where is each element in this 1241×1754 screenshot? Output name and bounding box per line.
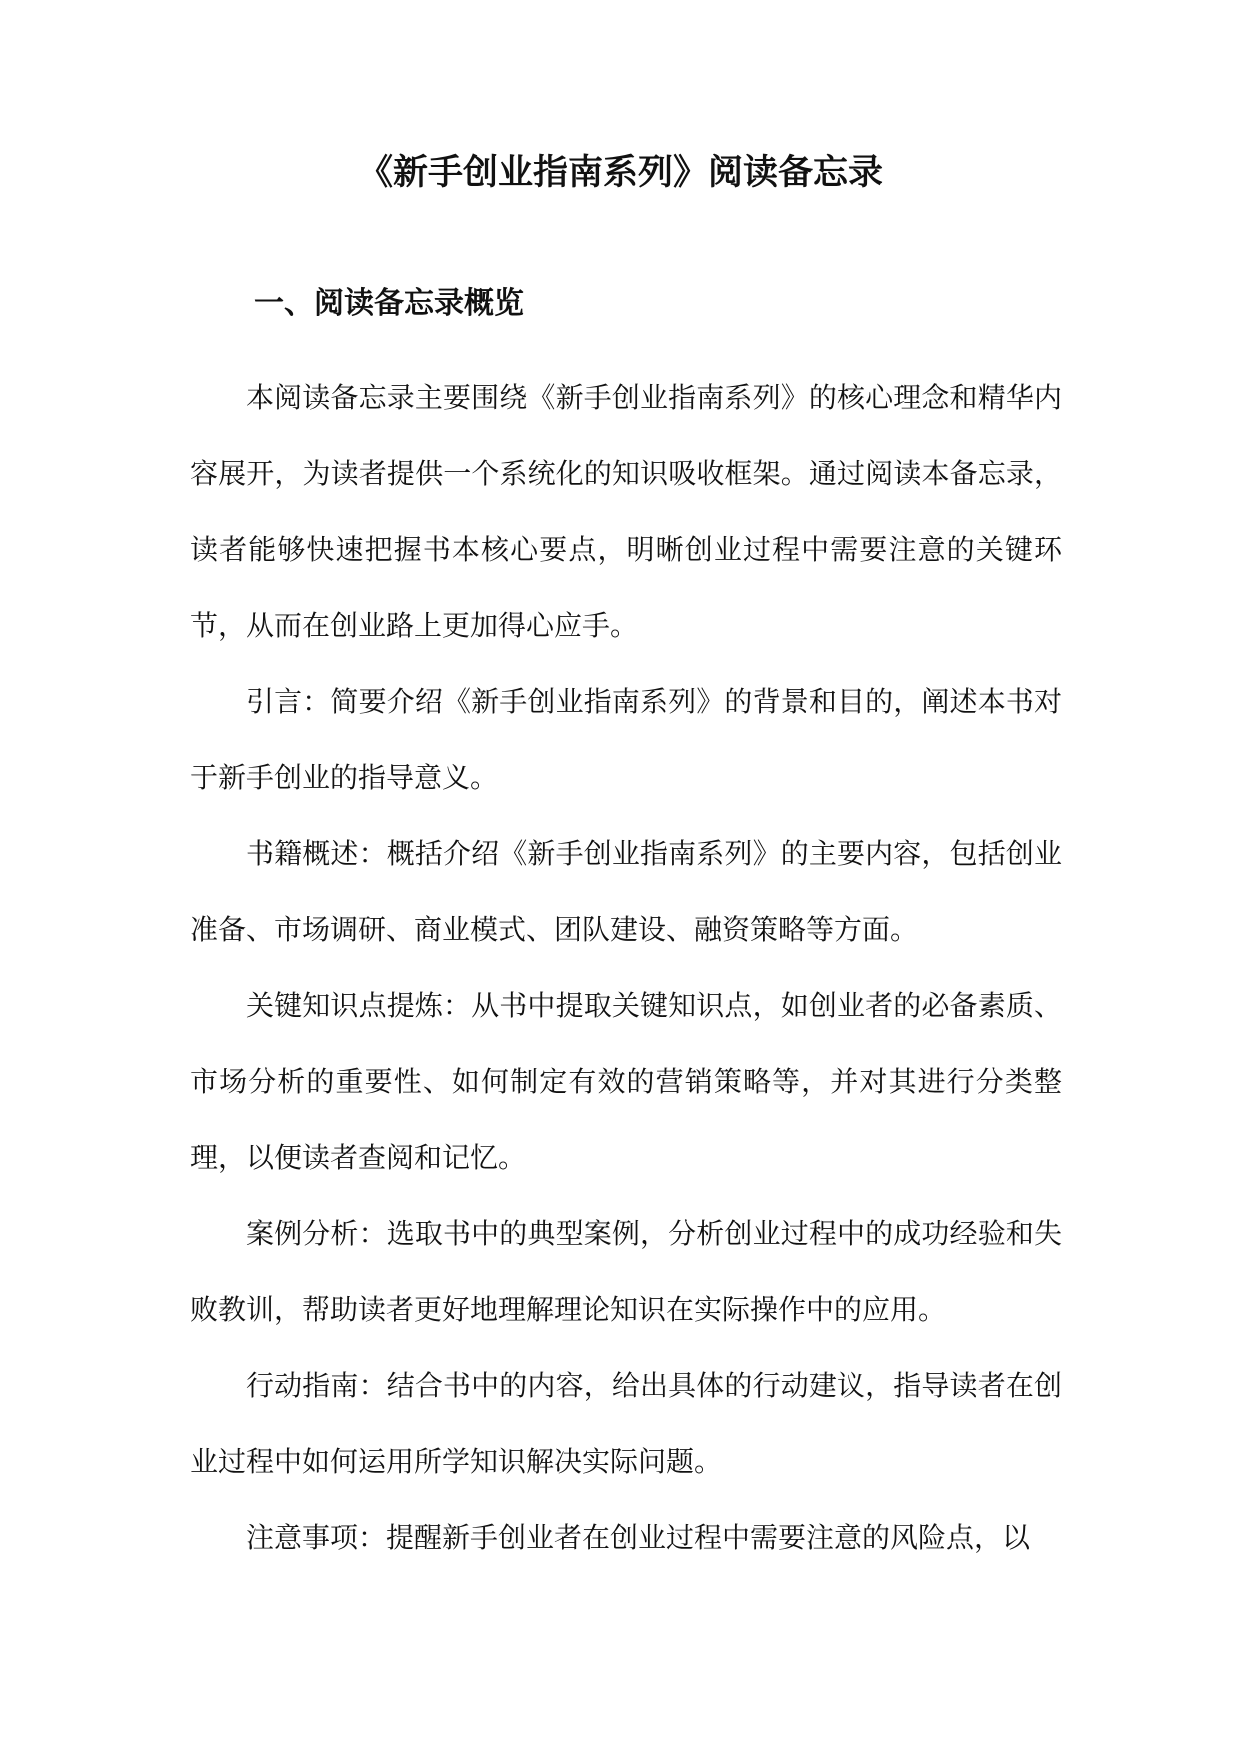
paragraph-action-guide: 行动指南：结合书中的内容，给出具体的行动建议，指导读者在创业过程中如何运用所学知识解决实际问题。: [190, 1369, 1062, 1478]
paragraph-key-points: 关键知识点提炼：从书中提取关键知识点，如创业者的必备素质、市场分析的重要性、如何制定有效的营销策略等，并对其进行分类整理，以便读者查阅和记忆。: [190, 989, 1062, 1174]
paragraph-case-analysis: 案例分析：选取书中的典型案例，分析创业过程中的成功经验和失败教训，帮助读者更好地理解理论知识在实际操作中的应用。: [190, 1217, 1062, 1326]
section-heading: 一、阅读备忘录概览: [254, 286, 524, 321]
document-body: [190, 360, 1062, 1576]
paragraph-introduction: 引言：简要介绍《新手创业指南系列》的背景和目的，阐述本书对于新手创业的指导意义。: [190, 685, 1062, 794]
document-title: 《新手创业指南系列》阅读备忘录: [357, 152, 883, 193]
paragraph-book-summary: 书籍概述：概括介绍《新手创业指南系列》的主要内容，包括创业准备、市场调研、商业模式、团队建设、融资策略等方面。: [190, 837, 1062, 946]
paragraph-overview: 本阅读备忘录主要围绕《新手创业指南系列》的核心理念和精华内容展开，为读者提供一个系统化的知识吸收框架。通过阅读本备忘录，读者能够快速把握书本核心要点，明晰创业过程中需要注意的关键环节，从而在创业路上更加得心应手。: [190, 381, 1062, 642]
paragraph-precautions: 注意事项：提醒新手创业者在创业过程中需要注意的风险点，以: [246, 1521, 1031, 1554]
